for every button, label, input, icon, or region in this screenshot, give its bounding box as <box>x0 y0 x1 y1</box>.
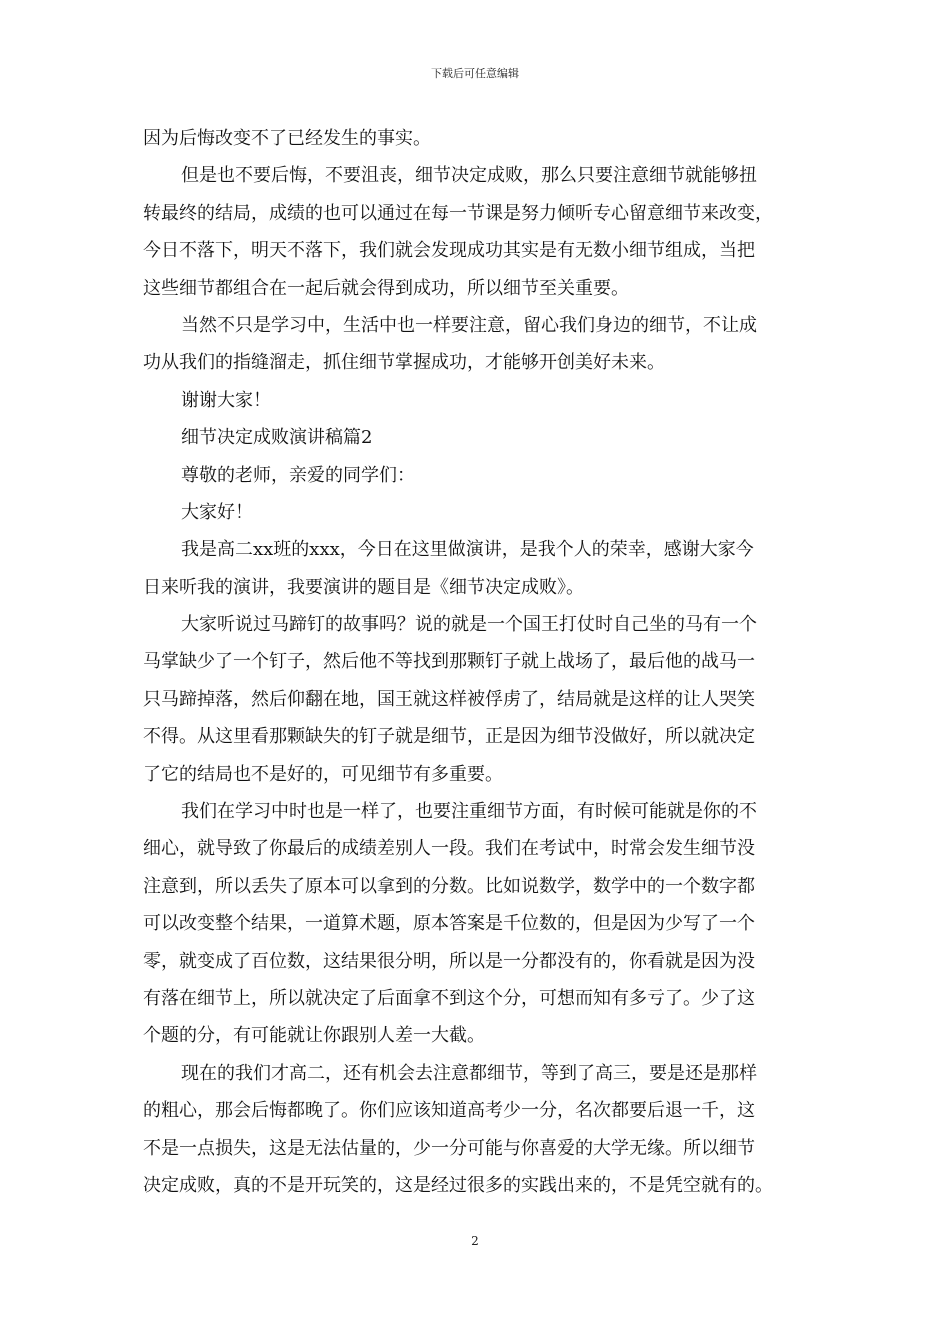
text-line: 零，就变成了百位数，这结果很分明，所以是一分都没有的，你看就是因为没 <box>143 950 755 972</box>
text-line: 可以改变整个结果，一道算术题，原本答案是千位数的，但是因为少写了一个 <box>143 913 755 935</box>
text-line: 这些细节都组合在一起后就会得到成功，所以细节至关重要。 <box>143 277 629 299</box>
text-line: 决定成败，真的不是开玩笑的，这是经过很多的实践出来的，不是凭空就有的。 <box>143 1174 773 1196</box>
section-title: 细节决定成败演讲稿篇2 <box>181 427 373 449</box>
text-line: 不得。从这里看那颗缺失的钉子就是细节，正是因为细节没做好，所以就决定 <box>143 726 755 748</box>
text-line: 大家好！ <box>181 501 253 523</box>
page-header: 下载后可任意编辑 <box>431 67 519 80</box>
text-line: 细心，就导致了你最后的成绩差别人一段。我们在考试中，时常会发生细节没 <box>143 838 755 860</box>
text-line: 因为后悔改变不了已经发生的事实。 <box>143 128 431 149</box>
text-line: 不是一点损失，这是无法估量的，少一分可能与你喜爱的大学无缘。所以细节 <box>143 1137 755 1159</box>
text-line: 转最终的结局，成绩的也可以通过在每一节课是努力倾听专心留意细节来改变， <box>143 202 773 224</box>
text-line: 谢谢大家！ <box>181 389 271 411</box>
text-line: 当然不只是学习中，生活中也一样要注意，留心我们身边的细节，不让成 <box>181 314 757 336</box>
text-line: 只马蹄掉落，然后仰翻在地，国王就这样被俘虏了，结局就是这样的让人哭笑 <box>143 688 755 710</box>
text-line: 马掌缺少了一个钉子，然后他不等找到那颗钉子就上战场了，最后他的战马一 <box>143 651 755 673</box>
text-line: 尊敬的老师，亲爱的同学们： <box>181 464 415 486</box>
text-line: 功从我们的指缝溜走，抓住细节掌握成功，才能够开创美好未来。 <box>143 352 665 374</box>
text-line: 日来听我的演讲，我要演讲的题目是《细节决定成败》。 <box>143 576 584 598</box>
text-line: 了它的结局也不是好的，可见细节有多重要。 <box>143 763 503 785</box>
page-number: 2 <box>471 1234 479 1248</box>
text-line: 有落在细节上，所以就决定了后面拿不到这个分，可想而知有多亏了。少了这 <box>143 987 755 1009</box>
text-line: 但是也不要后悔，不要沮丧，细节决定成败，那么只要注意细节就能够扭 <box>181 165 757 187</box>
text-line: 的粗心，那会后悔都晚了。你们应该知道高考少一分，名次都要后退一千，这 <box>143 1100 755 1122</box>
text-line: 大家听说过马蹄钉的故事吗？说的就是一个国王打仗时自己坐的马有一个 <box>181 614 757 636</box>
text-line: 我是高二xx班的xxx，今日在这里做演讲，是我个人的荣幸，感谢大家今 <box>181 539 754 561</box>
text-line: 注意到，所以丢失了原本可以拿到的分数。比如说数学，数学中的一个数字都 <box>143 875 755 897</box>
document-body <box>143 120 815 1204</box>
text-line: 今日不落下，明天不落下，我们就会发现成功其实是有无数小细节组成，当把 <box>143 240 755 262</box>
text-line: 现在的我们才高二，还有机会去注意都细节，等到了高三，要是还是那样 <box>181 1062 757 1084</box>
text-line: 我们在学习中时也是一样了，也要注重细节方面，有时候可能就是你的不 <box>181 801 757 823</box>
text-line: 个题的分，有可能就让你跟别人差一大截。 <box>143 1025 485 1047</box>
